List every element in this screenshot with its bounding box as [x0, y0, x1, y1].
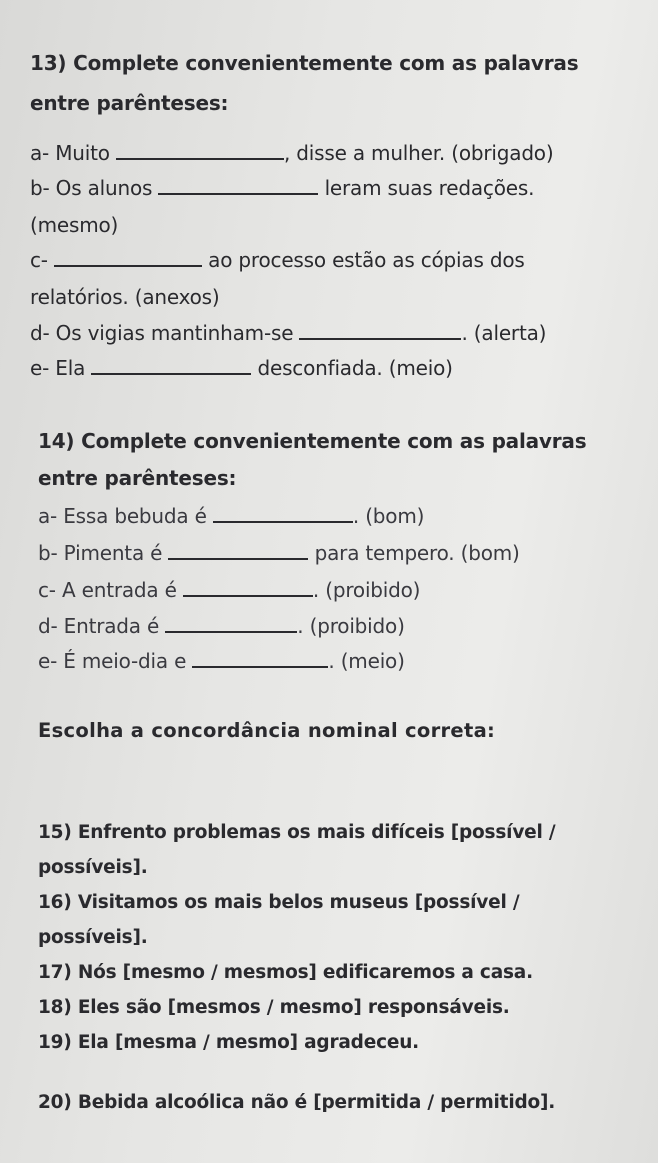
q20-text: 20) Bebida alcoólica não é [permitida / permitido].: [38, 1092, 556, 1113]
q19-text: 19) Ela [mesma / mesmo] agradeceu.: [38, 1032, 419, 1053]
q15-text-cont: possíveis].: [38, 857, 148, 878]
q16-text-cont: possíveis].: [38, 927, 148, 948]
q13-a-prefix: a- Muito: [30, 141, 110, 165]
q14-d-suffix: . (proibido): [297, 614, 405, 638]
q13-title-line1: 13) Complete convenientemente com as palavras: [30, 51, 579, 75]
q19-line: [38, 1030, 419, 1056]
q14-a-blank[interactable]: [213, 505, 353, 523]
q13-a-suffix: , disse a mulher. (obrigado): [283, 141, 554, 165]
q15-line2: [38, 855, 148, 881]
q14-title-line1: 14) Complete convenientemente com as palavras: [38, 429, 587, 453]
q14-item-c: [38, 577, 420, 603]
q13-item-b-cont: [30, 212, 118, 238]
q14-e-blank[interactable]: [192, 650, 328, 668]
q13-b-blank[interactable]: [158, 177, 318, 195]
q16-line2: [38, 925, 148, 951]
q20-line: [38, 1090, 555, 1116]
q13-e-blank[interactable]: [91, 357, 251, 375]
q13-c-blank[interactable]: [54, 249, 202, 267]
q14-title-cont: [38, 465, 236, 491]
q13-b-prefix: b- Os alunos: [30, 176, 153, 200]
q14-c-blank[interactable]: [183, 579, 313, 597]
q17-line: [38, 960, 533, 986]
q13-d-suffix: . (alerta): [461, 321, 547, 345]
q14-c-suffix: . (proibido): [312, 578, 421, 602]
q16-text: 16) Visitamos os mais belos museus [possível /: [38, 892, 520, 913]
q15-line1: [38, 820, 555, 846]
section-heading-text: Escolha a concordância nominal correta:: [38, 719, 496, 742]
q13-c-suffix: ao processo estão as cópias dos: [208, 248, 525, 272]
q14-item-d: [38, 613, 405, 639]
q13-item-c-cont: [30, 284, 220, 310]
q16-line1: [38, 890, 519, 916]
q13-a-blank[interactable]: [116, 142, 284, 160]
q14-e-prefix: e- É meio-dia e: [38, 649, 187, 673]
q17-text: 17) Nós [mesmo / mesmos] edificaremos a casa.: [38, 962, 533, 983]
q13-e-suffix: desconfiada. (meio): [257, 356, 453, 380]
q13-item-d: [30, 320, 546, 346]
q14-a-prefix: a- Essa bebuda é: [38, 504, 207, 528]
section-heading: [38, 718, 495, 744]
q14-title: [38, 428, 586, 454]
q14-title-line2: entre parênteses:: [38, 466, 237, 490]
q13-c-hint: relatórios. (anexos): [30, 285, 220, 309]
q14-item-b: [38, 540, 520, 566]
q13-title-line2: entre parênteses:: [30, 91, 229, 115]
q13-d-blank[interactable]: [299, 322, 461, 340]
q14-c-prefix: c- A entrada é: [38, 578, 177, 602]
q13-item-b: [30, 175, 534, 201]
q13-d-prefix: d- Os vigias mantinham-se: [30, 321, 294, 345]
q13-b-hint: (mesmo): [30, 213, 119, 237]
q13-b-suffix: leram suas redações.: [324, 176, 535, 200]
q14-b-prefix: b- Pimenta é: [38, 541, 163, 565]
q18-line: [38, 995, 510, 1021]
q13-title: [30, 50, 578, 76]
q13-c-prefix: c-: [30, 248, 48, 272]
q13-item-e: [30, 355, 453, 381]
q14-b-suffix: para tempero. (bom): [314, 541, 520, 565]
q14-a-suffix: . (bom): [352, 504, 425, 528]
q18-text: 18) Eles são [mesmos / mesmo] responsáveis.: [38, 997, 510, 1018]
q13-item-a: [30, 140, 553, 166]
q14-b-blank[interactable]: [168, 542, 308, 560]
q14-item-a: [38, 503, 424, 529]
q14-d-blank[interactable]: [165, 615, 297, 633]
q14-e-suffix: . (meio): [328, 649, 405, 673]
q14-d-prefix: d- Entrada é: [38, 614, 160, 638]
q13-title-cont: [30, 90, 228, 116]
q14-item-e: [38, 648, 405, 674]
q15-text: 15) Enfrento problemas os mais difíceis [possível /: [38, 822, 556, 843]
q13-item-c: [30, 247, 525, 273]
q13-e-prefix: e- Ela: [30, 356, 86, 380]
